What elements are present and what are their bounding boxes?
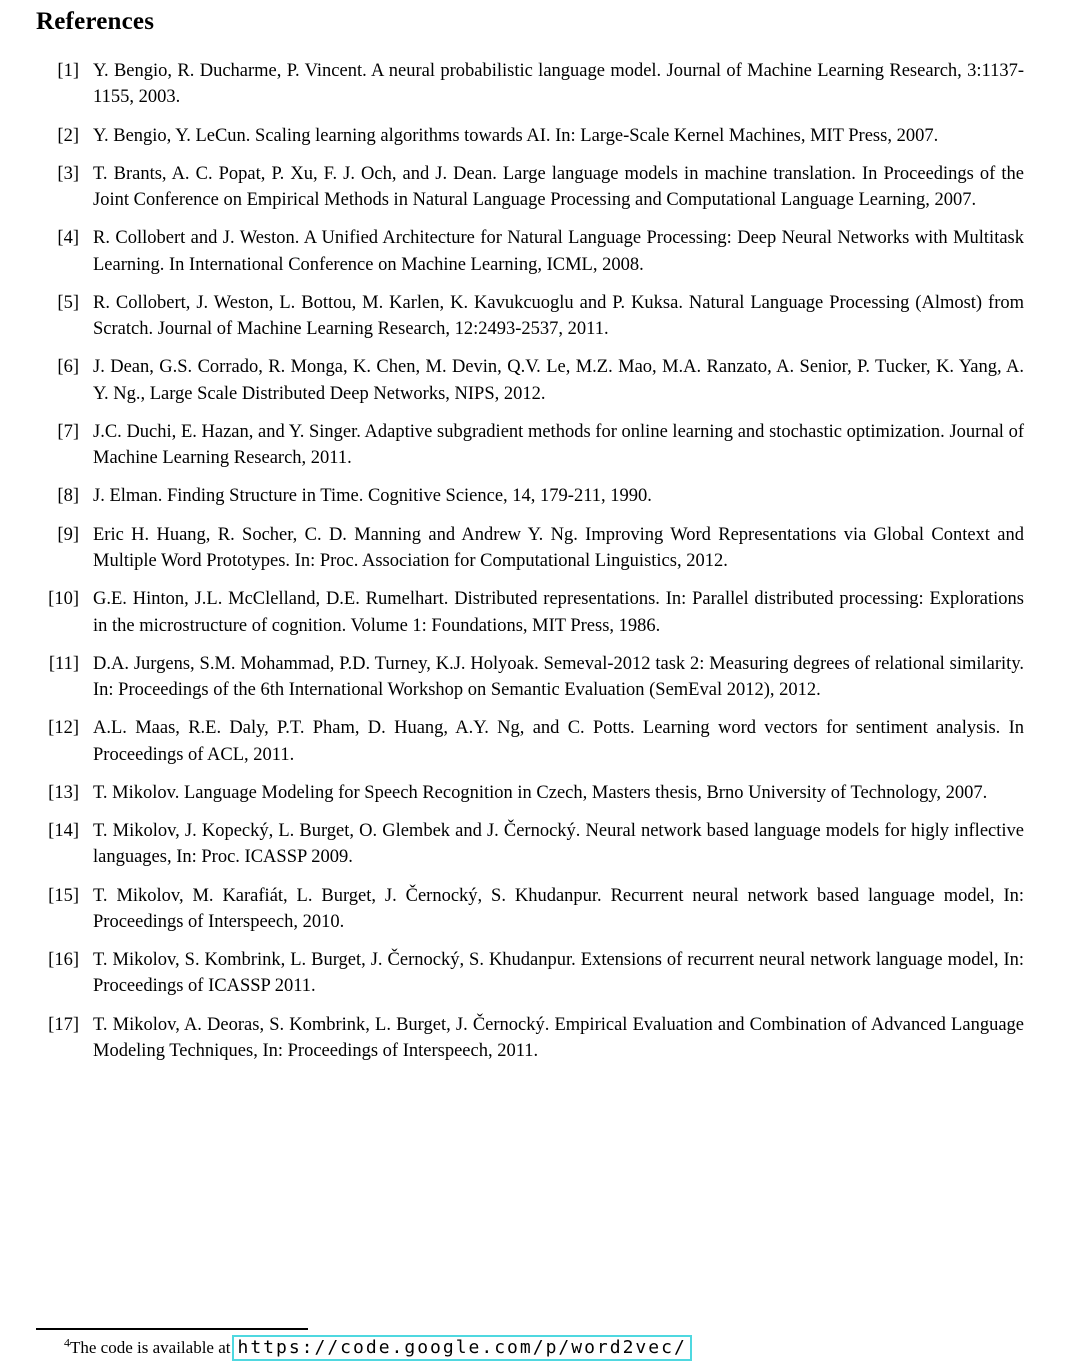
reference-item — [36, 651, 1024, 704]
reference-item — [36, 419, 1024, 472]
reference-item — [36, 947, 1024, 1000]
footnote-separator — [36, 1328, 308, 1330]
reference-text: R. Collobert, J. Weston, L. Bottou, M. Karlen, K. Kavukcuoglu and P. Kuksa. Natural Language Processing (Almost) from Scratch. Journal of Machine Learning Research, 12:2493-2537, 2011. — [93, 292, 1024, 340]
reference-item — [36, 780, 1024, 806]
reference-text: T. Mikolov. Language Modeling for Speech Recognition in Czech, Masters thesis, Brno University of Technology, 2007. — [93, 782, 988, 803]
reference-text: T. Mikolov, A. Deoras, S. Kombrink, L. Burget, J. Černocký. Empirical Evaluation and Combination of Advanced Language Modeling Techniques, In: Proceedings of Interspeech, 2011. — [93, 1014, 1024, 1061]
reference-item — [36, 290, 1024, 343]
reference-label: [3] — [57, 163, 79, 184]
footnote-text-line — [36, 1337, 1024, 1358]
reference-label: [4] — [57, 228, 79, 249]
reference-text: D.A. Jurgens, S.M. Mohammad, P.D. Turney, K.J. Holyoak. Semeval-2012 task 2: Measuring degrees of relational similarity. In: Proceedings of the 6th International Workshop on Semantic Evaluation (SemEval 2012), 2012. — [93, 653, 1024, 701]
word2vec-url-link[interactable]: https://code.google.com/p/word2vec/ — [232, 1335, 691, 1361]
reference-text: T. Mikolov, S. Kombrink, L. Burget, J. Černocký, S. Khudanpur. Extensions of recurrent neural network language model, In: Proceedings of ICASSP 2011. — [93, 950, 1024, 997]
reference-item — [36, 883, 1024, 936]
reference-text: Eric H. Huang, R. Socher, C. D. Manning and Andrew Y. Ng. Improving Word Representations via Global Context and Multiple Word Prototypes. In: Proc. Association for Computational Linguistics, 2012. — [93, 524, 1024, 571]
reference-item — [36, 522, 1024, 575]
reference-label: [7] — [57, 421, 79, 442]
reference-item — [36, 58, 1024, 111]
references-list — [36, 58, 1024, 1064]
reference-item — [36, 586, 1024, 639]
reference-label: [1] — [57, 61, 79, 81]
reference-text: J.C. Duchi, E. Hazan, and Y. Singer. Adaptive subgradient methods for online learning and stochastic optimization. Journal of Machine Learning Research, 2011. — [93, 421, 1024, 469]
reference-text: R. Collobert and J. Weston. A Unified Architecture for Natural Language Processing: Deep Neural Networks with Multitask Learning. In International Conference on Machine Learning, ICML, 2008. — [93, 228, 1024, 275]
reference-text: J. Elman. Finding Structure in Time. Cognitive Science, 14, 179-211, 1990. — [93, 486, 652, 507]
reference-item — [36, 818, 1024, 871]
reference-label: [12] — [48, 718, 79, 739]
reference-label: [14] — [48, 821, 79, 842]
reference-item — [36, 715, 1024, 768]
reference-item — [36, 1012, 1024, 1065]
reference-label: [5] — [57, 292, 79, 313]
reference-label: [8] — [57, 486, 79, 507]
reference-label: [10] — [48, 589, 79, 610]
reference-text: T. Mikolov, M. Karafiát, L. Burget, J. Černocký, S. Khudanpur. Recurrent neural network based language model, In: Proceedings of Interspeech, 2010. — [93, 885, 1024, 932]
reference-text: A.L. Maas, R.E. Daly, P.T. Pham, D. Huang, A.Y. Ng, and C. Potts. Learning word vectors for sentiment analysis. In Proceedings of ACL, 2011. — [93, 718, 1024, 765]
reference-text: Y. Bengio, Y. LeCun. Scaling learning algorithms towards AI. In: Large-Scale Kernel Machines, MIT Press, 2007. — [93, 125, 939, 146]
page-title: References — [36, 8, 155, 35]
reference-label: [13] — [48, 782, 79, 803]
reference-item — [36, 123, 1024, 149]
reference-label: [11] — [48, 653, 79, 674]
reference-text: G.E. Hinton, J.L. McClelland, D.E. Rumelhart. Distributed representations. In: Parallel distributed processing: Explorations in the microstructure of cognition. Volume 1: Foundations, MIT Press, 1986. — [93, 589, 1024, 636]
reference-text: T. Mikolov, J. Kopecký, L. Burget, O. Glembek and J. Černocký. Neural network based language models for higly inflective languages, In: Proc. ICASSP 2009. — [93, 821, 1024, 868]
reference-label: [2] — [57, 125, 79, 146]
reference-label: [16] — [48, 950, 79, 971]
reference-label: [17] — [48, 1014, 79, 1035]
reference-item — [36, 161, 1024, 214]
footnote-marker: 4 — [64, 1335, 70, 1350]
reference-label: [6] — [57, 357, 79, 378]
reference-item — [36, 483, 1024, 509]
reference-item — [36, 354, 1024, 407]
reference-text: Y. Bengio, R. Ducharme, P. Vincent. A neural probabilistic language model. Journal of Machine Learning Research, 3:1137-1155, 2003. — [93, 61, 1024, 108]
reference-item — [36, 225, 1024, 278]
reference-label: [9] — [57, 524, 79, 545]
footnote — [36, 1328, 1024, 1358]
reference-label: [15] — [48, 885, 79, 906]
reference-text: T. Brants, A. C. Popat, P. Xu, F. J. Och, and J. Dean. Large language models in machine translation. In Proceedings of the Joint Conference on Empirical Methods in Natural Language Processing and Computational Language Learning, 2007. — [93, 163, 1024, 211]
reference-text: J. Dean, G.S. Corrado, R. Monga, K. Chen, M. Devin, Q.V. Le, M.Z. Mao, M.A. Ranzato, A. Senior, P. Tucker, K. Yang, A. Y. Ng., Large Scale Distributed Deep Networks, NIPS, 2012. — [93, 357, 1024, 404]
footnote-text: The code is available at — [70, 1338, 231, 1357]
